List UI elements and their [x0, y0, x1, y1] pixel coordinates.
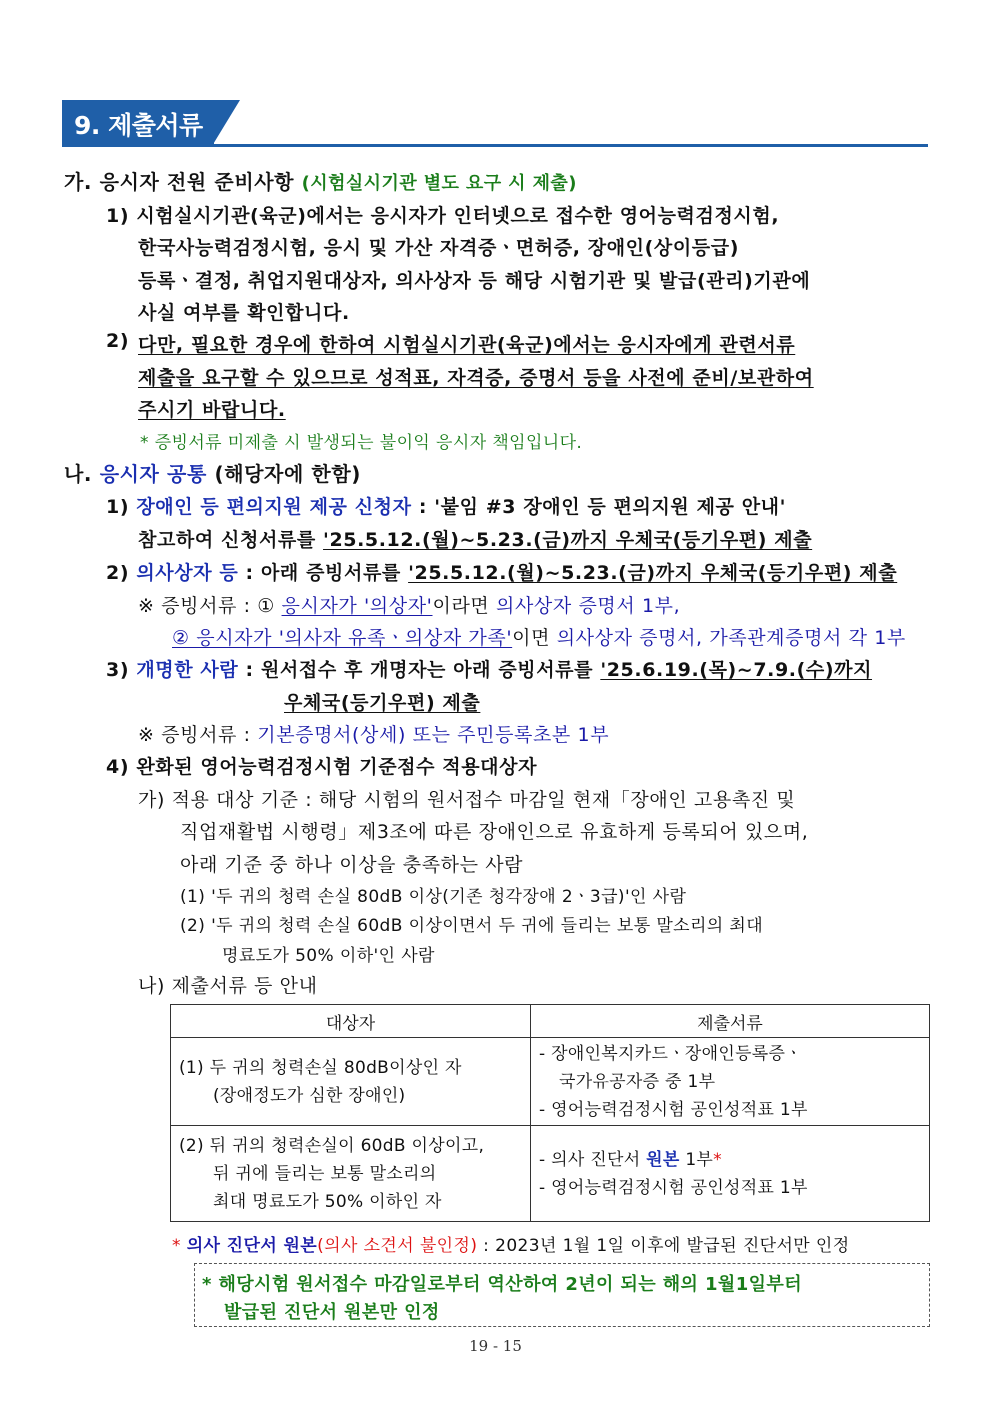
na-item4: 4) 완화된 영어능력검정시험 기준점수 적용대상자	[106, 756, 538, 778]
na-item4-crit2-line1: (2) '두 귀의 청력 손실 60dB 이상이면서 두 귀에 들리는 보통 말소리의 최대	[180, 916, 764, 936]
ga-item2-num: 2)	[106, 330, 130, 352]
na-item2: 2) 의사상자 등 : 아래 증빙서류를 '25.5.12.(월)~5.23.(금)까지 우체국(등기우편) 제출	[106, 562, 898, 584]
na-item3-line2: 우체국(등기우편) 제출	[284, 692, 481, 714]
table-header-documents: 제출서류	[531, 1005, 930, 1038]
table-cell: - 의사 진단서 원본 1부* - 영어능력검정시험 공인성적표 1부	[531, 1126, 930, 1222]
na-item4-ga-line1: 가) 적용 대상 기준 : 해당 시험의 원서접수 마감일 현재「장애인 고용촉진 및	[138, 789, 796, 811]
ga-note: * 증빙서류 미제출 시 발생되는 불이익 응시자 책임입니다.	[140, 433, 583, 453]
ga-item1-line2: 한국사능력검정시험, 응시 및 가산 자격증ㆍ면허증, 장애인(상이등급)	[138, 237, 739, 259]
submission-table	[170, 1004, 930, 1222]
section-title: 9. 제출서류	[74, 111, 203, 140]
na-item4-crit2-line2: 명료도가 50% 이하'인 사람	[222, 946, 435, 966]
na-item4-na: 나) 제출서류 등 안내	[138, 975, 318, 997]
ga-heading-note: (시험실시기관 별도 요구 시 제출)	[301, 173, 577, 194]
ga-heading: 가. 응시자 전원 준비사항 (시험실시기관 별도 요구 시 제출)	[64, 170, 577, 194]
table-cell: (1) 두 귀의 청력손실 80dB이상인 자 (장애정도가 심한 장애인)	[171, 1038, 531, 1126]
table-header-target: 대상자	[171, 1005, 531, 1038]
table-row	[171, 1038, 930, 1126]
ga-item2-line1: 다만, 필요한 경우에 한하여 시험실시기관(육군)에서는 응시자에게 관련서류	[138, 334, 796, 356]
ga-item2-line2: 제출을 요구할 수 있으므로 성적표, 자격증, 증명서 등을 사전에 준비/보관하여	[138, 367, 814, 389]
na-item1-line2: 참고하여 신청서류를 '25.5.12.(월)~5.23.(금)까지 우체국(등기우편) 제출	[138, 529, 813, 551]
ga-item1-line1: 1) 시험실시기관(육군)에서는 응시자가 인터넷으로 접수한 영어능력검정시험,	[106, 205, 780, 227]
note-box-line1: * 해당시험 원서접수 마감일로부터 역산하여 2년이 되는 해의 1월1일부터	[202, 1274, 802, 1295]
ga-item1-line4: 사실 여부를 확인합니다.	[138, 302, 350, 324]
na-item1-line1: 1) 장애인 등 편의지원 제공 신청자 : '붙임 #3 장애인 등 편의지원 제공 안내'	[106, 496, 787, 518]
table-cell: (2) 뒤 귀의 청력손실이 60dB 이상이고, 뒤 귀에 들리는 보통 말소리의 최대 명료도가 50% 이하인 자	[171, 1126, 531, 1222]
page-number: 19 - 15	[469, 1337, 522, 1355]
na-heading: 나. 응시자 공통 (해당자에 한함)	[64, 462, 362, 486]
na-item3-line1: 3) 개명한 사람 : 원서접수 후 개명자는 아래 증빙서류를 '25.6.19.(목)~7.9.(수)까지	[106, 659, 873, 681]
section-divider	[62, 144, 928, 147]
na-item4-ga-line3: 아래 기준 중 하나 이상을 충족하는 사람	[180, 854, 524, 876]
na-item4-ga-line2: 직업재활법 시행령」제3조에 따른 장애인으로 유효하게 등록되어 있으며,	[180, 821, 809, 843]
footnote: * 의사 진단서 원본(의사 소견서 불인정) : 2023년 1월 1일 이후에 발급된 진단서만 인정	[172, 1236, 850, 1256]
note-box-line2: 발급된 진단서 원본만 인정	[224, 1302, 440, 1323]
na-item3-sub: ※ 증빙서류 : 기본증명서(상세) 또는 주민등록초본 1부	[138, 724, 610, 746]
na-item2-sub2: ② 응시자가 '의사자 유족ㆍ의상자 가족'이면 의사상자 증명서, 가족관계증명서 각 1부	[172, 627, 906, 649]
table-row	[171, 1126, 930, 1222]
ga-item2-line3: 주시기 바랍니다.	[138, 399, 286, 421]
table-cell: - 장애인복지카드ㆍ장애인등록증ㆍ 국가유공자증 중 1부 - 영어능력검정시험 공인성적표 1부	[531, 1038, 930, 1126]
table-header-row	[171, 1005, 930, 1038]
ga-item1-line3: 등록ㆍ결정, 취업지원대상자, 의사상자 등 해당 시험기관 및 발급(관리)기관에	[138, 270, 811, 292]
na-item2-sub1: ※ 증빙서류 : ① 응시자가 '의상자'이라면 의사상자 증명서 1부,	[138, 595, 681, 617]
na-item4-crit1: (1) '두 귀의 청력 손실 80dB 이상(기존 청각장애 2ㆍ3급)'인 사람	[180, 887, 687, 907]
